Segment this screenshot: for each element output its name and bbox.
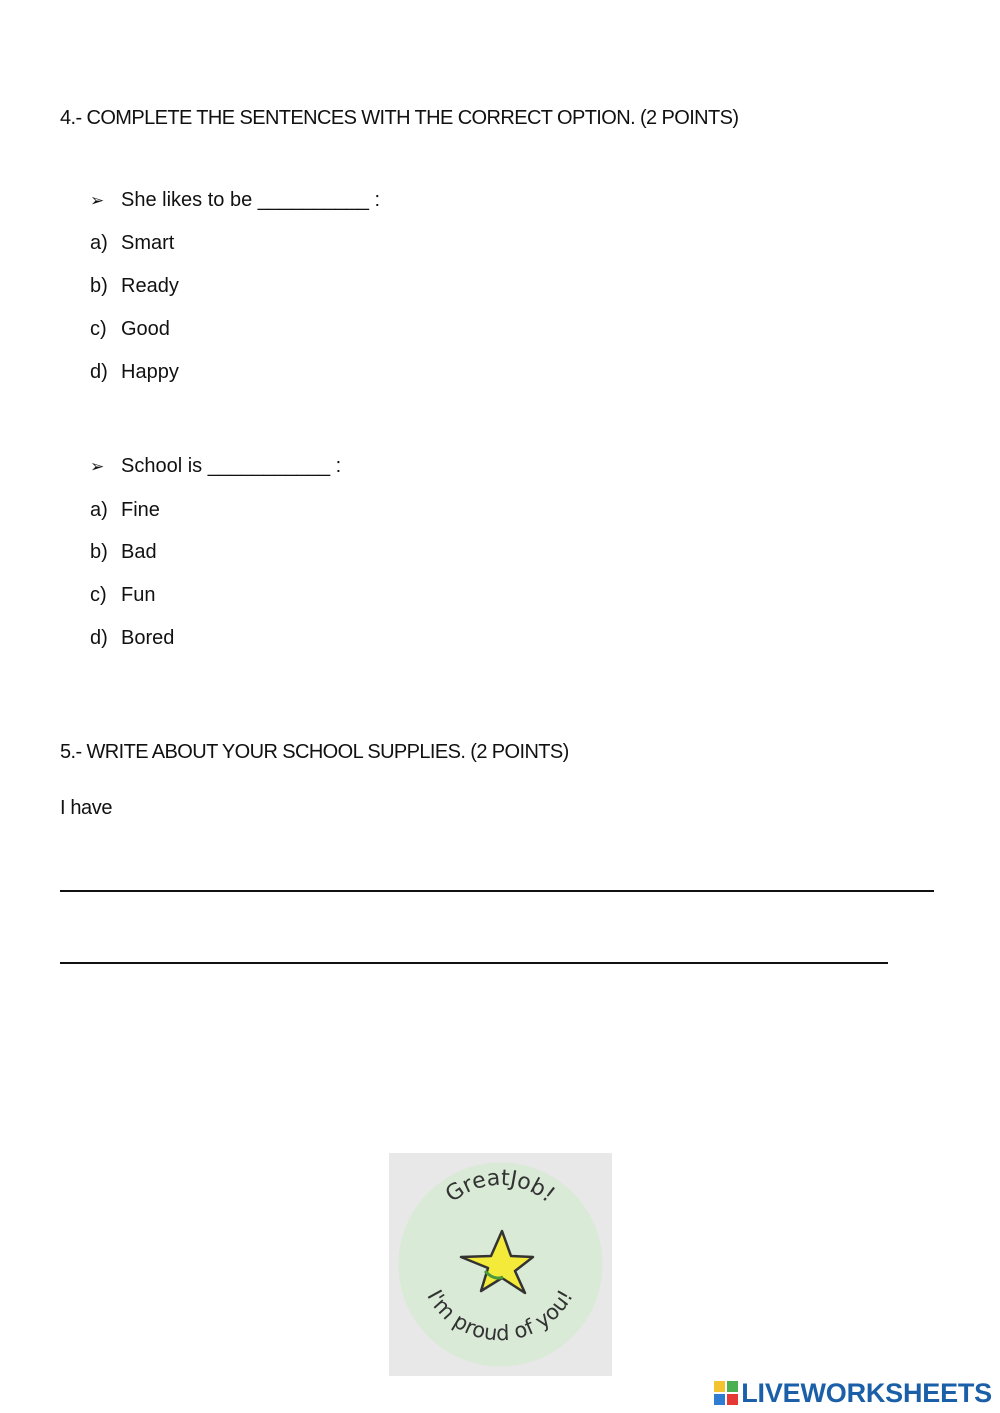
brand-name: LIVEWORKSHEETS	[741, 1377, 992, 1408]
q1-option-a[interactable]	[90, 232, 174, 255]
option-letter: a)	[90, 499, 108, 521]
arrow-bullet-icon: ➢	[90, 456, 105, 476]
option-letter: a)	[90, 232, 108, 254]
option-letter: b)	[90, 275, 108, 297]
option-letter: d)	[90, 627, 108, 649]
question-1	[90, 189, 380, 212]
option-text: Bored	[121, 627, 175, 649]
liveworksheets-grid-icon	[714, 1381, 738, 1405]
option-letter: c)	[90, 318, 107, 340]
sticker-graphic	[389, 1153, 612, 1376]
option-letter: d)	[90, 361, 108, 383]
q1-option-c[interactable]	[90, 318, 170, 341]
option-text: Happy	[121, 361, 179, 383]
question-2	[90, 455, 341, 478]
section-4-heading: 4.- COMPLETE THE SENTENCES WITH THE CORRECT OPTION. (2 POINTS)	[60, 107, 739, 129]
option-text: Fine	[121, 499, 160, 521]
writing-prompt: I have	[60, 797, 113, 819]
option-text: Smart	[121, 232, 175, 254]
answer-line-2[interactable]	[60, 962, 888, 964]
sticker-bottom-text: I'm proud of you!	[422, 1285, 578, 1346]
q1-option-b[interactable]	[90, 275, 179, 298]
section-5-heading: 5.- WRITE ABOUT YOUR SCHOOL SUPPLIES. (2 POINTS)	[60, 741, 569, 763]
option-letter: b)	[90, 541, 108, 563]
q2-option-b[interactable]	[90, 541, 157, 564]
q2-option-c[interactable]	[90, 584, 155, 607]
option-text: Fun	[121, 584, 156, 606]
arrow-bullet-icon: ➢	[90, 190, 105, 210]
question-1-text: She likes to be __________ :	[121, 189, 381, 211]
q2-option-d[interactable]	[90, 627, 174, 650]
option-text: Bad	[121, 541, 157, 563]
q1-option-d[interactable]	[90, 361, 179, 384]
question-2-text: School is ___________ :	[121, 455, 342, 477]
option-text: Ready	[121, 275, 179, 297]
sticker-top-text: GreatJob!	[441, 1165, 560, 1208]
great-job-sticker	[389, 1153, 612, 1376]
q2-option-a[interactable]	[90, 499, 160, 522]
answer-line-1[interactable]	[60, 890, 934, 892]
liveworksheets-logo[interactable]	[714, 1377, 992, 1409]
option-letter: c)	[90, 584, 107, 606]
option-text: Good	[121, 318, 170, 340]
